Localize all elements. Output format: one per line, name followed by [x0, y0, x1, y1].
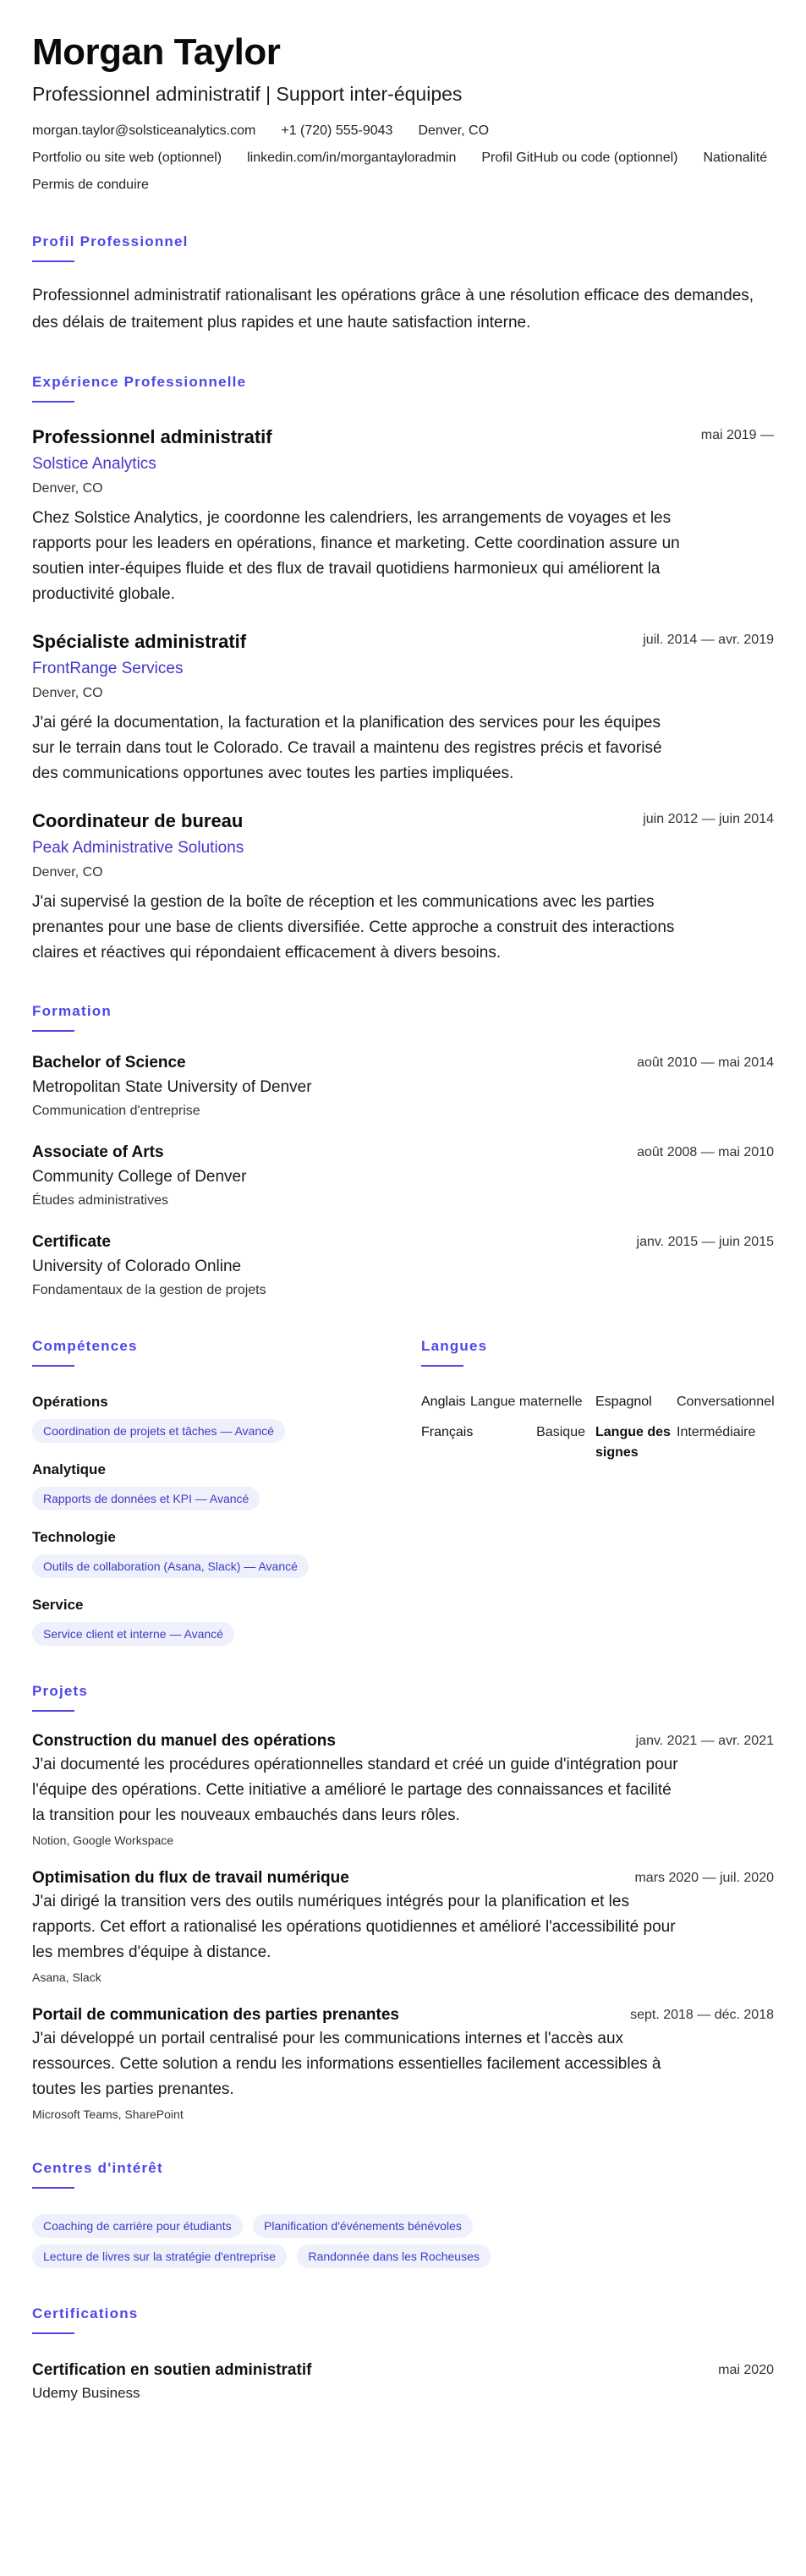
candidate-name: Morgan Taylor — [32, 31, 281, 73]
experience-entry — [32, 629, 774, 787]
skill-category: Opérations — [32, 1394, 108, 1410]
section-divider — [32, 260, 74, 262]
language-name: Anglais — [421, 1395, 466, 1409]
job-title: Coordinateur de bureau — [32, 810, 244, 831]
project-entry — [32, 2004, 774, 2123]
skills-section — [32, 1336, 421, 1646]
experience-entry — [32, 808, 774, 966]
section-title: Centres d'intérêt — [32, 2160, 163, 2176]
portfolio-link[interactable]: Portfolio ou site web (optionnel) — [32, 151, 222, 165]
contact-info — [32, 120, 774, 142]
location-text: Denver, CO — [418, 123, 490, 138]
job-description: Chez Solstice Analytics, je coordonne les calendriers, les arrangements de voyages et les rapports pour les leaders en opérations, finance et marketing. Cette coordination assure un soutien inter-équipes fluide et des flux de travail quotidiens harmonieux qui améliorent la productivité globale. — [32, 509, 680, 603]
language-level: Langue maternelle — [470, 1395, 583, 1409]
section-divider — [32, 1030, 74, 1032]
interests-section — [32, 2158, 774, 2268]
section-title: Projets — [32, 1683, 89, 1699]
license-text: Permis de conduire — [32, 178, 149, 192]
linkedin-link[interactable]: linkedin.com/in/morgantayloradmin — [247, 151, 457, 165]
email-link[interactable]: morgan.taylor@solsticeanalytics.com — [32, 123, 256, 138]
certification-entry — [32, 2360, 774, 2403]
job-dates: mai 2019 — — [700, 428, 774, 442]
school-name: University of Colorado Online — [32, 1258, 242, 1275]
certification-name: Certification en soutien administratif — [32, 2361, 312, 2379]
project-tools: Asana, Slack — [32, 1970, 101, 1984]
interest-pill: Randonnée dans les Rocheuses — [297, 2244, 490, 2268]
github-link[interactable]: Profil GitHub ou code (optionnel) — [481, 151, 678, 165]
job-description: J'ai géré la documentation, la facturation et la planification des services pour les équipes sur le terrain dans tout le Colorado. Ce travail a maintenu des registres précis et favorisé des communications opportunes avec toutes les parties impliquées. — [32, 714, 662, 782]
project-name: Portail de communication des parties prenantes — [32, 2006, 399, 2024]
project-entry — [32, 1867, 774, 1986]
language-level: Intermédiaire — [677, 1425, 756, 1439]
education-entry — [32, 1052, 774, 1121]
section-divider — [32, 401, 74, 403]
interest-pill: Planification d'événements bénévoles — [253, 2214, 473, 2238]
degree: Certificate — [32, 1233, 111, 1251]
project-dates: sept. 2018 — déc. 2018 — [630, 2008, 774, 2022]
job-description: J'ai supervisé la gestion de la boîte de réception et les communications avec les parties prenantes pour une base de clients diversifiée. Cette approche a construit des interactions claires et réactives qui répondaient efficacement à divers besoins. — [32, 893, 675, 962]
skill-pill: Service client et interne — Avancé — [32, 1622, 234, 1646]
job-dates: juin 2012 — juin 2014 — [643, 812, 774, 826]
language-level: Basique — [536, 1425, 585, 1439]
job-location: Denver, CO — [32, 686, 103, 700]
education-dates: août 2010 — mai 2014 — [637, 1055, 774, 1070]
nationality-text: Nationalité — [703, 151, 768, 165]
candidate-headline: Professionnel administratif | Support inter-équipes — [32, 83, 463, 105]
skill-category: Technologie — [32, 1529, 116, 1545]
section-title: Profil Professionnel — [32, 233, 189, 249]
education-entry — [32, 1231, 774, 1301]
contact-links — [32, 147, 774, 196]
company-name: FrontRange Services — [32, 660, 184, 677]
project-tools: Microsoft Teams, SharePoint — [32, 2107, 184, 2121]
job-location: Denver, CO — [32, 865, 103, 880]
section-divider — [32, 2332, 74, 2334]
project-description: J'ai développé un portail centralisé pour les communications internes et l'accès aux ressources. Cette solution a rendu les informations essentielles facilement accessibles à toutes les parties prenantes. — [32, 2030, 661, 2098]
project-tools: Notion, Google Workspace — [32, 1833, 174, 1847]
certification-date: mai 2020 — [718, 2363, 774, 2377]
job-title: Spécialiste administratif — [32, 631, 247, 652]
summary-text: Professionnel administratif rationalisant les opérations grâce à une résolution efficace des demandes, des délais de traitement plus rapides et une haute satisfaction interne. — [32, 287, 754, 332]
field-of-study: Fondamentaux de la gestion de projets — [32, 1283, 266, 1297]
education-entry — [32, 1142, 774, 1211]
languages-section — [421, 1336, 774, 1646]
project-dates: janv. 2021 — avr. 2021 — [635, 1734, 774, 1748]
project-name: Optimisation du flux de travail numérique — [32, 1869, 349, 1887]
certification-issuer: Udemy Business — [32, 2385, 140, 2401]
project-entry — [32, 1730, 774, 1849]
section-title: Langues — [421, 1338, 488, 1354]
field-of-study: Études administratives — [32, 1193, 168, 1208]
experience-entry — [32, 425, 774, 607]
education-dates: août 2008 — mai 2010 — [637, 1145, 774, 1159]
school-name: Metropolitan State University of Denver — [32, 1078, 312, 1096]
project-description: J'ai documenté les procédures opérationnelles standard et créé un guide d'intégration pour l'équipe des opérations. Cette initiative a amélioré le partage des connaissances et facilité la transition pour les nouveaux embauchés dans leurs rôles. — [32, 1756, 678, 1824]
skills-languages-row — [32, 1336, 774, 1646]
summary-section — [32, 232, 774, 337]
interest-pill: Lecture de livres sur la stratégie d'entreprise — [32, 2244, 287, 2268]
company-name: Peak Administrative Solutions — [32, 839, 244, 857]
phone-link[interactable]: +1 (720) 555-9043 — [281, 123, 393, 138]
section-divider — [32, 1710, 74, 1712]
company-name: Solstice Analytics — [32, 455, 156, 473]
language-level: Conversationnel — [677, 1395, 775, 1409]
interests-list — [32, 2207, 573, 2268]
project-dates: mars 2020 — juil. 2020 — [634, 1871, 774, 1885]
resume-header — [32, 30, 774, 196]
section-title: Expérience Professionnelle — [32, 374, 247, 390]
section-title: Compétences — [32, 1338, 138, 1354]
education-dates: janv. 2015 — juin 2015 — [636, 1235, 774, 1249]
project-name: Construction du manuel des opérations — [32, 1732, 336, 1750]
languages-grid — [421, 1392, 774, 1463]
experience-section — [32, 372, 774, 966]
language-name: Langue des signes — [595, 1425, 671, 1460]
job-dates: juil. 2014 — avr. 2019 — [643, 633, 774, 647]
section-divider — [32, 2187, 74, 2189]
skill-pill: Rapports de données et KPI — Avancé — [32, 1487, 260, 1510]
job-title: Professionnel administratif — [32, 426, 272, 447]
field-of-study: Communication d'entreprise — [32, 1104, 200, 1118]
section-title: Formation — [32, 1003, 112, 1019]
section-title: Certifications — [32, 2305, 139, 2321]
skill-pill: Coordination de projets et tâches — Avancé — [32, 1419, 285, 1443]
school-name: Community College of Denver — [32, 1168, 247, 1186]
language-name: Espagnol — [595, 1395, 652, 1409]
language-name: Français — [421, 1425, 474, 1439]
job-location: Denver, CO — [32, 481, 103, 496]
section-divider — [32, 1365, 74, 1367]
skill-pill: Outils de collaboration (Asana, Slack) — Avancé — [32, 1554, 309, 1578]
skill-category: Service — [32, 1597, 84, 1613]
interest-pill: Coaching de carrière pour étudiants — [32, 2214, 243, 2238]
education-section — [32, 1001, 774, 1301]
degree: Associate of Arts — [32, 1143, 164, 1161]
section-divider — [421, 1365, 463, 1367]
projects-section — [32, 1681, 774, 2123]
certifications-section — [32, 2304, 774, 2403]
project-description: J'ai dirigé la transition vers des outils numériques intégrés pour la planification et les rapports. Cet effort a rationalisé les opérations quotidiennes et amélioré l'accessibilité pour les membres d'équipe à distance. — [32, 1893, 676, 1961]
skill-category: Analytique — [32, 1461, 106, 1477]
degree: Bachelor of Science — [32, 1054, 186, 1072]
